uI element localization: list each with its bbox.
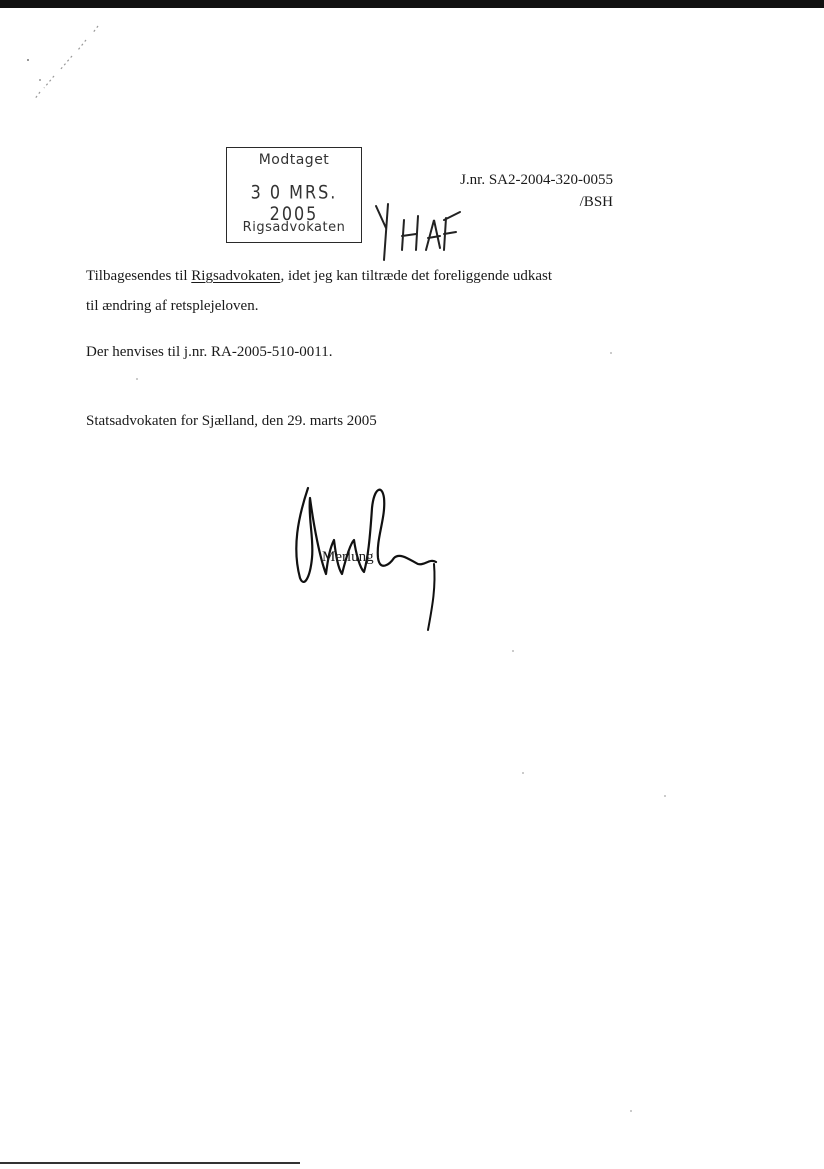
scan-speck: [610, 352, 612, 354]
line-rest: , idet jeg kan tiltræde det foreliggende udkast: [280, 268, 553, 284]
journal-number: J.nr. SA2-2004-320-0055: [460, 172, 613, 188]
scan-edge-top: [0, 0, 824, 8]
scan-speck: [630, 1110, 632, 1112]
stamp-office: Rigsadvokaten: [242, 220, 346, 235]
paragraph-reference: Der henvises til j.nr. RA-2005-510-0011.: [86, 344, 333, 360]
scan-corner-marks: [20, 20, 110, 110]
stamp-date: 3 0 MRS. 2005: [250, 181, 338, 225]
paragraph-line-2: til ændring af retsplejeloven.: [86, 298, 259, 314]
scan-speck: [522, 772, 524, 774]
place-and-date: Statsadvokaten for Sjælland, den 29. marts 2005: [86, 413, 377, 429]
reference-block: [400, 169, 613, 213]
scan-speck: [136, 378, 138, 380]
paragraph-line-1: [86, 261, 552, 291]
received-stamp: [226, 147, 362, 243]
paragraph-return-note: [86, 261, 552, 321]
recipient-name: Rigsadvokaten: [191, 268, 281, 284]
scan-speck: [664, 795, 666, 797]
reference-initials: /BSH: [579, 194, 613, 210]
scan-edge-bottom: [0, 1162, 300, 1164]
signer-name: Merlung: [322, 549, 374, 565]
scan-speck: [512, 650, 514, 652]
line-prefix: Tilbagesendes til: [86, 268, 192, 284]
stamp-title: Modtaget: [258, 152, 330, 168]
